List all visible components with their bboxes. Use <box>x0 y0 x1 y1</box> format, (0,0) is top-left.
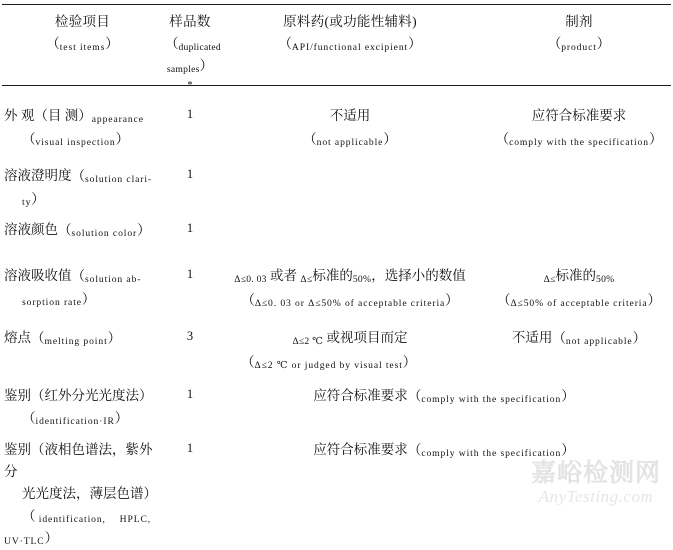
table-row <box>0 430 673 550</box>
test-item-en-inline: appearance <box>91 114 144 126</box>
combined-requirement: 应符合标准要求（comply with the specification） <box>313 388 575 406</box>
watermark-cn: 嘉峪检测网 <box>530 457 661 487</box>
test-item-en: （identification·IR） <box>22 410 129 428</box>
table-row <box>0 210 673 256</box>
test-item-en-paren: （visual inspection） <box>22 130 130 148</box>
column-header-test-items-en: （test items） <box>46 35 119 53</box>
cell-combined-requirement <box>215 430 673 550</box>
cell-api-requirement <box>215 256 485 318</box>
column-header-api-cn: 原料药(或功能性辅料) <box>283 14 417 29</box>
column-header-samples-cn: 样品数 <box>169 14 211 29</box>
test-item-cn: 溶液吸收值 <box>4 268 72 284</box>
cell-sample-count: 1 <box>186 166 194 181</box>
combined-requirement: 应符合标准要求（comply with the specification） <box>313 442 575 460</box>
cell-test-item <box>0 96 165 156</box>
test-item-cn-line1: 鉴别（液相色谱法，紫外分 <box>4 442 153 480</box>
table-row <box>0 376 673 430</box>
footnote-marker: * <box>187 79 193 91</box>
cell-product-requirement <box>485 318 673 376</box>
cell-sample-count: 1 <box>186 221 194 236</box>
cell-api-requirement <box>215 96 485 156</box>
test-items-table <box>0 5 673 550</box>
cell-product-requirement <box>485 156 673 210</box>
test-item-en: melting point <box>44 336 108 348</box>
cell-api-requirement <box>215 210 485 256</box>
column-header-samples-en: （duplicated <box>165 35 221 53</box>
table-row <box>0 256 673 318</box>
cell-test-item <box>0 376 165 430</box>
cell-sample-count: 3 <box>186 329 194 344</box>
table-row <box>0 318 673 376</box>
cell-sample-count: 1 <box>186 441 194 456</box>
test-item-cn: 溶液颜色 <box>4 222 58 238</box>
column-header-api <box>215 5 485 96</box>
cell-sample-count: 1 <box>186 106 194 121</box>
api-requirement-en: （not applicable） <box>303 130 397 148</box>
cell-test-item: 熔点（melting point） <box>4 330 122 348</box>
table-row <box>0 96 673 156</box>
test-item-en: solution ab- <box>85 274 142 286</box>
column-header-product-en: （product） <box>547 35 611 53</box>
product-requirement-en: （Δ≤50% of acceptable criteria） <box>496 291 662 309</box>
column-header-product-cn: 制剂 <box>565 14 593 29</box>
cell-product-requirement <box>485 256 673 318</box>
cell-product-requirement <box>485 210 673 256</box>
cell-api-requirement <box>215 156 485 210</box>
test-item-cn: 鉴别（红外分光光度法） <box>4 388 153 404</box>
api-requirement-cn: Δ≤2 ℃ 或视项目而定 <box>292 330 408 348</box>
product-requirement-cn: Δ≤标准的50% <box>543 268 615 286</box>
api-requirement-cn: Δ≤0. 03 或者 Δ≤标准的50%，选择小的数值 <box>234 268 466 286</box>
watermark-en: AnyTesting.com <box>538 487 654 506</box>
test-item-cn: 溶液澄明度 <box>4 167 72 183</box>
test-item-cn-line2: 光光度法，薄层色谱） <box>22 485 157 501</box>
cell-product-requirement <box>485 96 673 156</box>
column-header-duplicated-samples <box>165 5 221 96</box>
cell-test-item: 溶液颜色（solution color） <box>4 222 151 240</box>
column-header-samples-en2: samples）* <box>166 58 214 91</box>
product-requirement: 不适用（not applicable） <box>511 330 647 348</box>
cell-test-item <box>0 430 165 550</box>
cell-api-requirement <box>215 318 485 376</box>
test-item-cn: 熔点 <box>4 330 31 346</box>
column-header-product <box>485 5 673 96</box>
api-requirement-en: （Δ≤2 ℃ or judged by visual test） <box>241 353 417 371</box>
cell-test-item: 溶液吸收值（solution ab- sorption rate） <box>0 256 165 318</box>
cell-combined-requirement <box>215 376 673 430</box>
product-requirement-cn: 应符合标准要求 <box>531 107 627 123</box>
cell-test-item: 溶液澄明度（solution clari- ty） <box>0 156 165 210</box>
cell-sample-count: 1 <box>186 387 194 402</box>
column-header-test-items-cn: 检验项目 <box>54 14 111 29</box>
column-header-test-items <box>0 5 165 96</box>
cell-sample-count: 1 <box>186 267 194 282</box>
test-item-en: solution clari- <box>85 174 153 186</box>
test-item-en: solution color <box>71 228 138 240</box>
api-requirement-cn: 不适用 <box>329 107 371 123</box>
test-item-en-cont: ty） <box>22 190 45 208</box>
table-row <box>0 156 673 210</box>
test-item-en-cont: sorption rate） <box>22 291 96 308</box>
product-requirement-en: （comply with the specification） <box>495 130 663 148</box>
test-item-en-line2: UV·TLC） <box>4 530 59 548</box>
test-item-en-line1: （ identification, HPLC, <box>22 508 152 525</box>
column-header-api-en: （API/functional excipient） <box>278 35 422 53</box>
table-header-row <box>0 5 673 96</box>
test-item-cn: 外 观（目 测） <box>4 107 92 123</box>
api-requirement-en: （Δ≤0. 03 or Δ≤50% of acceptable criteria） <box>241 291 459 309</box>
